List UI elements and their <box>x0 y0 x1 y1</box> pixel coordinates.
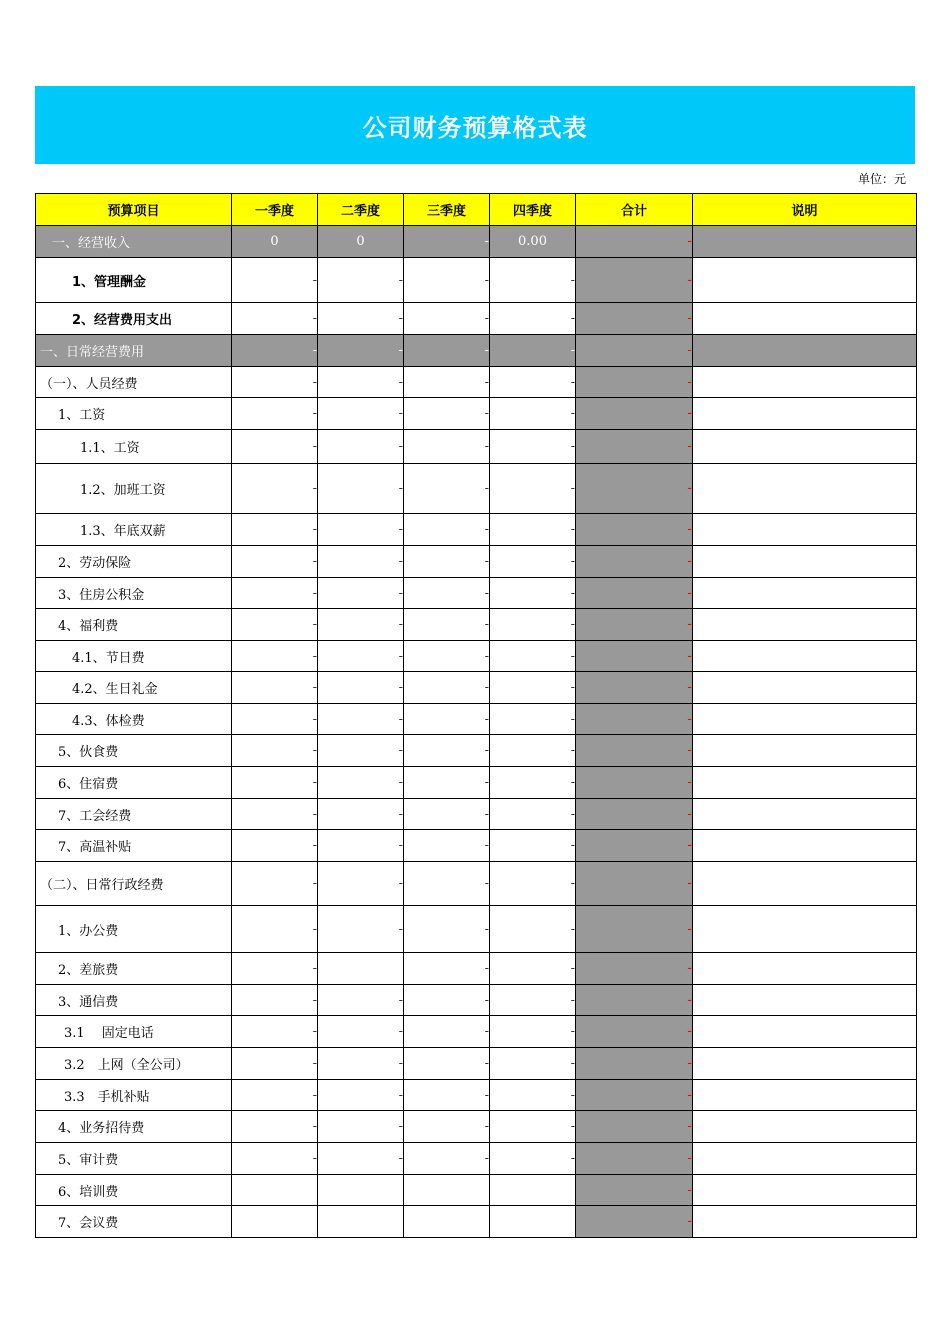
cell-total: - <box>576 464 693 514</box>
row-label: 7、高温补贴 <box>36 830 232 862</box>
row-label: 3.1 固定电话 <box>36 1016 232 1048</box>
cell-note[interactable] <box>693 1016 917 1048</box>
cell-q4[interactable]: - <box>490 303 576 335</box>
cell-q3[interactable]: - <box>404 258 490 303</box>
cell-q4[interactable]: - <box>490 906 576 953</box>
table-row <box>36 1143 917 1175</box>
cell-q2[interactable]: - <box>318 367 404 398</box>
cell-q2[interactable]: - <box>318 767 404 799</box>
cell-total: - <box>576 1175 693 1206</box>
cell-q1[interactable]: - <box>232 514 318 546</box>
cell-note[interactable] <box>693 398 917 430</box>
table-row <box>36 1175 917 1206</box>
row-label: 7、会议费 <box>36 1206 232 1238</box>
cell-q4[interactable]: - <box>490 767 576 799</box>
cell-q3[interactable]: - <box>404 735 490 767</box>
table-row <box>36 672 917 704</box>
cell-total: - <box>576 799 693 830</box>
cell-note[interactable] <box>693 226 917 258</box>
cell-total: - <box>576 767 693 799</box>
cell-q2[interactable]: - <box>318 578 404 609</box>
cell-q4[interactable]: - <box>490 609 576 641</box>
cell-q2[interactable]: - <box>318 303 404 335</box>
table-row <box>36 303 917 335</box>
table-row <box>36 1111 917 1143</box>
table-row <box>36 906 917 953</box>
row-label: 2、劳动保险 <box>36 546 232 578</box>
cell-note[interactable] <box>693 609 917 641</box>
budget-table <box>35 193 917 1238</box>
cell-note[interactable] <box>693 906 917 953</box>
cell-q2[interactable]: 0 <box>318 226 404 258</box>
row-label: 6、住宿费 <box>36 767 232 799</box>
table-row <box>36 1048 917 1080</box>
cell-q3[interactable]: - <box>404 546 490 578</box>
cell-q3[interactable]: - <box>404 1016 490 1048</box>
cell-q4[interactable]: - <box>490 464 576 514</box>
cell-total: - <box>576 578 693 609</box>
cell-q4[interactable]: - <box>490 799 576 830</box>
cell-q3[interactable]: - <box>404 335 490 367</box>
cell-q3[interactable]: - <box>404 1048 490 1080</box>
cell-q1[interactable]: - <box>232 735 318 767</box>
cell-q4[interactable]: - <box>490 1143 576 1175</box>
cell-note[interactable] <box>693 303 917 335</box>
cell-q4[interactable]: - <box>490 953 576 985</box>
cell-q2[interactable]: - <box>318 1016 404 1048</box>
cell-q3[interactable]: - <box>404 953 490 985</box>
cell-q1[interactable]: - <box>232 767 318 799</box>
table-row <box>36 578 917 609</box>
cell-total: - <box>576 985 693 1016</box>
cell-note[interactable] <box>693 578 917 609</box>
cell-note[interactable] <box>693 430 917 464</box>
cell-q1[interactable]: - <box>232 1111 318 1143</box>
cell-q3[interactable]: - <box>404 672 490 704</box>
cell-q1[interactable]: - <box>232 335 318 367</box>
cell-q4[interactable]: - <box>490 830 576 862</box>
cell-note[interactable] <box>693 335 917 367</box>
cell-q2[interactable]: - <box>318 1048 404 1080</box>
cell-q1[interactable]: - <box>232 641 318 672</box>
cell-q2[interactable]: - <box>318 1080 404 1111</box>
cell-total: - <box>576 258 693 303</box>
cell-note[interactable] <box>693 862 917 906</box>
cell-q4[interactable]: 0.00 <box>490 226 576 258</box>
cell-note[interactable] <box>693 514 917 546</box>
cell-q2[interactable]: - <box>318 464 404 514</box>
cell-q2[interactable]: - <box>318 1143 404 1175</box>
cell-q1[interactable]: - <box>232 953 318 985</box>
table-row <box>36 546 917 578</box>
row-label: 3.2 上网（全公司） <box>36 1048 232 1080</box>
row-label: 1.3、年底双薪 <box>36 514 232 546</box>
cell-q2[interactable]: - <box>318 335 404 367</box>
cell-note[interactable] <box>693 1206 917 1238</box>
cell-q3[interactable]: - <box>404 704 490 735</box>
row-label: 4.2、生日礼金 <box>36 672 232 704</box>
row-label: 1、管理酬金 <box>36 258 232 303</box>
cell-q4[interactable]: - <box>490 258 576 303</box>
cell-total: - <box>576 303 693 335</box>
header-q4: 四季度 <box>490 194 576 226</box>
cell-q2[interactable]: - <box>318 641 404 672</box>
cell-total: - <box>576 430 693 464</box>
cell-note[interactable] <box>693 1048 917 1080</box>
cell-q2[interactable]: - <box>318 862 404 906</box>
cell-total: - <box>576 609 693 641</box>
cell-q3[interactable]: - <box>404 578 490 609</box>
table-row <box>36 799 917 830</box>
cell-q3[interactable]: - <box>404 862 490 906</box>
cell-total: - <box>576 672 693 704</box>
cell-note[interactable] <box>693 1080 917 1111</box>
row-label: 1、办公费 <box>36 906 232 953</box>
cell-q3[interactable]: - <box>404 641 490 672</box>
cell-q4[interactable] <box>490 1175 576 1206</box>
cell-q3[interactable]: - <box>404 609 490 641</box>
cell-q2[interactable]: - <box>318 398 404 430</box>
cell-total: - <box>576 398 693 430</box>
row-label: 4.3、体检费 <box>36 704 232 735</box>
cell-q1[interactable]: - <box>232 1048 318 1080</box>
cell-q3[interactable] <box>404 1206 490 1238</box>
table-row <box>36 953 917 985</box>
table-row <box>36 367 917 398</box>
row-label: 1、工资 <box>36 398 232 430</box>
cell-total: - <box>576 735 693 767</box>
cell-note[interactable] <box>693 546 917 578</box>
cell-q1[interactable]: - <box>232 578 318 609</box>
cell-q1[interactable]: 0 <box>232 226 318 258</box>
cell-q1[interactable]: - <box>232 367 318 398</box>
cell-q3[interactable]: - <box>404 398 490 430</box>
row-label: 5、伙食费 <box>36 735 232 767</box>
header-note: 说明 <box>693 194 917 226</box>
cell-note[interactable] <box>693 767 917 799</box>
cell-q3[interactable]: - <box>404 985 490 1016</box>
row-label: 5、审计费 <box>36 1143 232 1175</box>
cell-q4[interactable]: - <box>490 335 576 367</box>
table-row <box>36 514 917 546</box>
cell-total: - <box>576 1016 693 1048</box>
cell-note[interactable] <box>693 704 917 735</box>
cell-total: - <box>576 906 693 953</box>
cell-q4[interactable]: - <box>490 1048 576 1080</box>
table-row <box>36 1016 917 1048</box>
cell-q2[interactable]: - <box>318 546 404 578</box>
cell-note[interactable] <box>693 1111 917 1143</box>
cell-q4[interactable]: - <box>490 398 576 430</box>
cell-q4[interactable]: - <box>490 578 576 609</box>
cell-q1[interactable]: - <box>232 906 318 953</box>
table-row <box>36 862 917 906</box>
cell-q2[interactable] <box>318 1206 404 1238</box>
cell-total: - <box>576 1080 693 1111</box>
cell-q2[interactable] <box>318 1175 404 1206</box>
row-label: 1.1、工资 <box>36 430 232 464</box>
cell-q3[interactable]: - <box>404 367 490 398</box>
cell-q4[interactable]: - <box>490 672 576 704</box>
row-label: 4、福利费 <box>36 609 232 641</box>
cell-q4[interactable]: - <box>490 546 576 578</box>
cell-q3[interactable]: - <box>404 767 490 799</box>
cell-q2[interactable]: - <box>318 985 404 1016</box>
cell-note[interactable] <box>693 830 917 862</box>
cell-total: - <box>576 953 693 985</box>
row-label: 1.2、加班工资 <box>36 464 232 514</box>
row-label: 2、差旅费 <box>36 953 232 985</box>
header-q2: 二季度 <box>318 194 404 226</box>
row-label: （二）、日常行政经费 <box>36 862 232 906</box>
cell-q4[interactable]: - <box>490 985 576 1016</box>
cell-q1[interactable]: - <box>232 546 318 578</box>
row-label: （一）、人员经费 <box>36 367 232 398</box>
cell-q4[interactable]: - <box>490 367 576 398</box>
cell-q4[interactable]: - <box>490 1111 576 1143</box>
cell-note[interactable] <box>693 799 917 830</box>
cell-q2[interactable]: - <box>318 799 404 830</box>
cell-q4[interactable]: - <box>490 1016 576 1048</box>
cell-q4[interactable] <box>490 1206 576 1238</box>
table-row <box>36 398 917 430</box>
cell-q1[interactable]: - <box>232 464 318 514</box>
header-item: 预算项目 <box>36 194 232 226</box>
cell-q3[interactable]: - <box>404 1080 490 1111</box>
cell-note[interactable] <box>693 1175 917 1206</box>
cell-q4[interactable]: - <box>490 704 576 735</box>
cell-q4[interactable]: - <box>490 430 576 464</box>
cell-q3[interactable]: - <box>404 906 490 953</box>
row-label: 7、工会经费 <box>36 799 232 830</box>
cell-q4[interactable]: - <box>490 514 576 546</box>
cell-q2[interactable]: - <box>318 514 404 546</box>
cell-q3[interactable] <box>404 1175 490 1206</box>
cell-q3[interactable]: - <box>404 799 490 830</box>
table-row <box>36 735 917 767</box>
table-row <box>36 830 917 862</box>
cell-q4[interactable]: - <box>490 735 576 767</box>
cell-total: - <box>576 335 693 367</box>
cell-q1[interactable]: - <box>232 985 318 1016</box>
cell-q4[interactable]: - <box>490 1080 576 1111</box>
cell-note[interactable] <box>693 735 917 767</box>
cell-q2[interactable]: - <box>318 830 404 862</box>
cell-q2[interactable]: - <box>318 672 404 704</box>
table-row <box>36 1206 917 1238</box>
table-row <box>36 335 917 367</box>
cell-note[interactable] <box>693 367 917 398</box>
table-row <box>36 704 917 735</box>
row-label: 4、业务招待费 <box>36 1111 232 1143</box>
table-row <box>36 226 917 258</box>
cell-note[interactable] <box>693 464 917 514</box>
cell-q1[interactable] <box>232 1206 318 1238</box>
title-banner <box>35 86 915 164</box>
cell-q1[interactable]: - <box>232 609 318 641</box>
cell-q2[interactable]: - <box>318 609 404 641</box>
cell-q1[interactable]: - <box>232 398 318 430</box>
cell-q1[interactable]: - <box>232 1080 318 1111</box>
row-label: 一、日常经营费用 <box>36 335 232 367</box>
header-row <box>36 194 917 226</box>
cell-q1[interactable]: - <box>232 303 318 335</box>
table-row <box>36 985 917 1016</box>
row-label: 3、通信费 <box>36 985 232 1016</box>
cell-q1[interactable]: - <box>232 430 318 464</box>
row-label: 一、经营收入 <box>36 226 232 258</box>
cell-total: - <box>576 367 693 398</box>
cell-total: - <box>576 1143 693 1175</box>
cell-q4[interactable]: - <box>490 641 576 672</box>
cell-note[interactable] <box>693 258 917 303</box>
cell-q4[interactable]: - <box>490 862 576 906</box>
cell-q2[interactable]: - <box>318 704 404 735</box>
cell-q1[interactable]: - <box>232 862 318 906</box>
cell-note[interactable] <box>693 641 917 672</box>
cell-q1[interactable] <box>232 1175 318 1206</box>
header-total: 合计 <box>576 194 693 226</box>
cell-note[interactable] <box>693 672 917 704</box>
cell-q1[interactable]: - <box>232 830 318 862</box>
cell-q3[interactable]: - <box>404 430 490 464</box>
cell-q3[interactable]: - <box>404 830 490 862</box>
cell-q3[interactable]: - <box>404 464 490 514</box>
row-label: 3、住房公积金 <box>36 578 232 609</box>
cell-q2[interactable] <box>318 953 404 985</box>
row-label: 2、经营费用支出 <box>36 303 232 335</box>
cell-q1[interactable]: - <box>232 1016 318 1048</box>
cell-q1[interactable]: - <box>232 1143 318 1175</box>
cell-total: - <box>576 641 693 672</box>
cell-q3[interactable]: - <box>404 1143 490 1175</box>
cell-note[interactable] <box>693 953 917 985</box>
table-row <box>36 258 917 303</box>
cell-total: - <box>576 830 693 862</box>
cell-total: - <box>576 1048 693 1080</box>
table-row <box>36 430 917 464</box>
cell-total: - <box>576 514 693 546</box>
cell-q3[interactable]: - <box>404 303 490 335</box>
cell-q3[interactable]: - <box>404 1111 490 1143</box>
table-row <box>36 609 917 641</box>
cell-q2[interactable]: - <box>318 1111 404 1143</box>
cell-total: - <box>576 1111 693 1143</box>
cell-q1[interactable]: - <box>232 704 318 735</box>
header-q3: 三季度 <box>404 194 490 226</box>
row-label: 6、培训费 <box>36 1175 232 1206</box>
unit-label: 单位：元 <box>857 172 906 186</box>
cell-q3[interactable]: - <box>404 226 490 258</box>
cell-q2[interactable]: - <box>318 735 404 767</box>
cell-total: - <box>576 226 693 258</box>
cell-q1[interactable]: - <box>232 258 318 303</box>
cell-q1[interactable]: - <box>232 799 318 830</box>
cell-total: - <box>576 546 693 578</box>
cell-q2[interactable]: - <box>318 430 404 464</box>
header-q1: 一季度 <box>232 194 318 226</box>
table-row <box>36 767 917 799</box>
cell-q1[interactable]: - <box>232 672 318 704</box>
cell-total: - <box>576 704 693 735</box>
cell-note[interactable] <box>693 1143 917 1175</box>
cell-total: - <box>576 1206 693 1238</box>
table-row <box>36 1080 917 1111</box>
cell-total: - <box>576 862 693 906</box>
table-row <box>36 641 917 672</box>
cell-q3[interactable]: - <box>404 514 490 546</box>
cell-note[interactable] <box>693 985 917 1016</box>
table-row <box>36 464 917 514</box>
row-label: 4.1、节日费 <box>36 641 232 672</box>
row-label: 3.3 手机补贴 <box>36 1080 232 1111</box>
page-title: 公司财务预算格式表 <box>362 113 588 142</box>
cell-q2[interactable]: - <box>318 906 404 953</box>
cell-q2[interactable]: - <box>318 258 404 303</box>
